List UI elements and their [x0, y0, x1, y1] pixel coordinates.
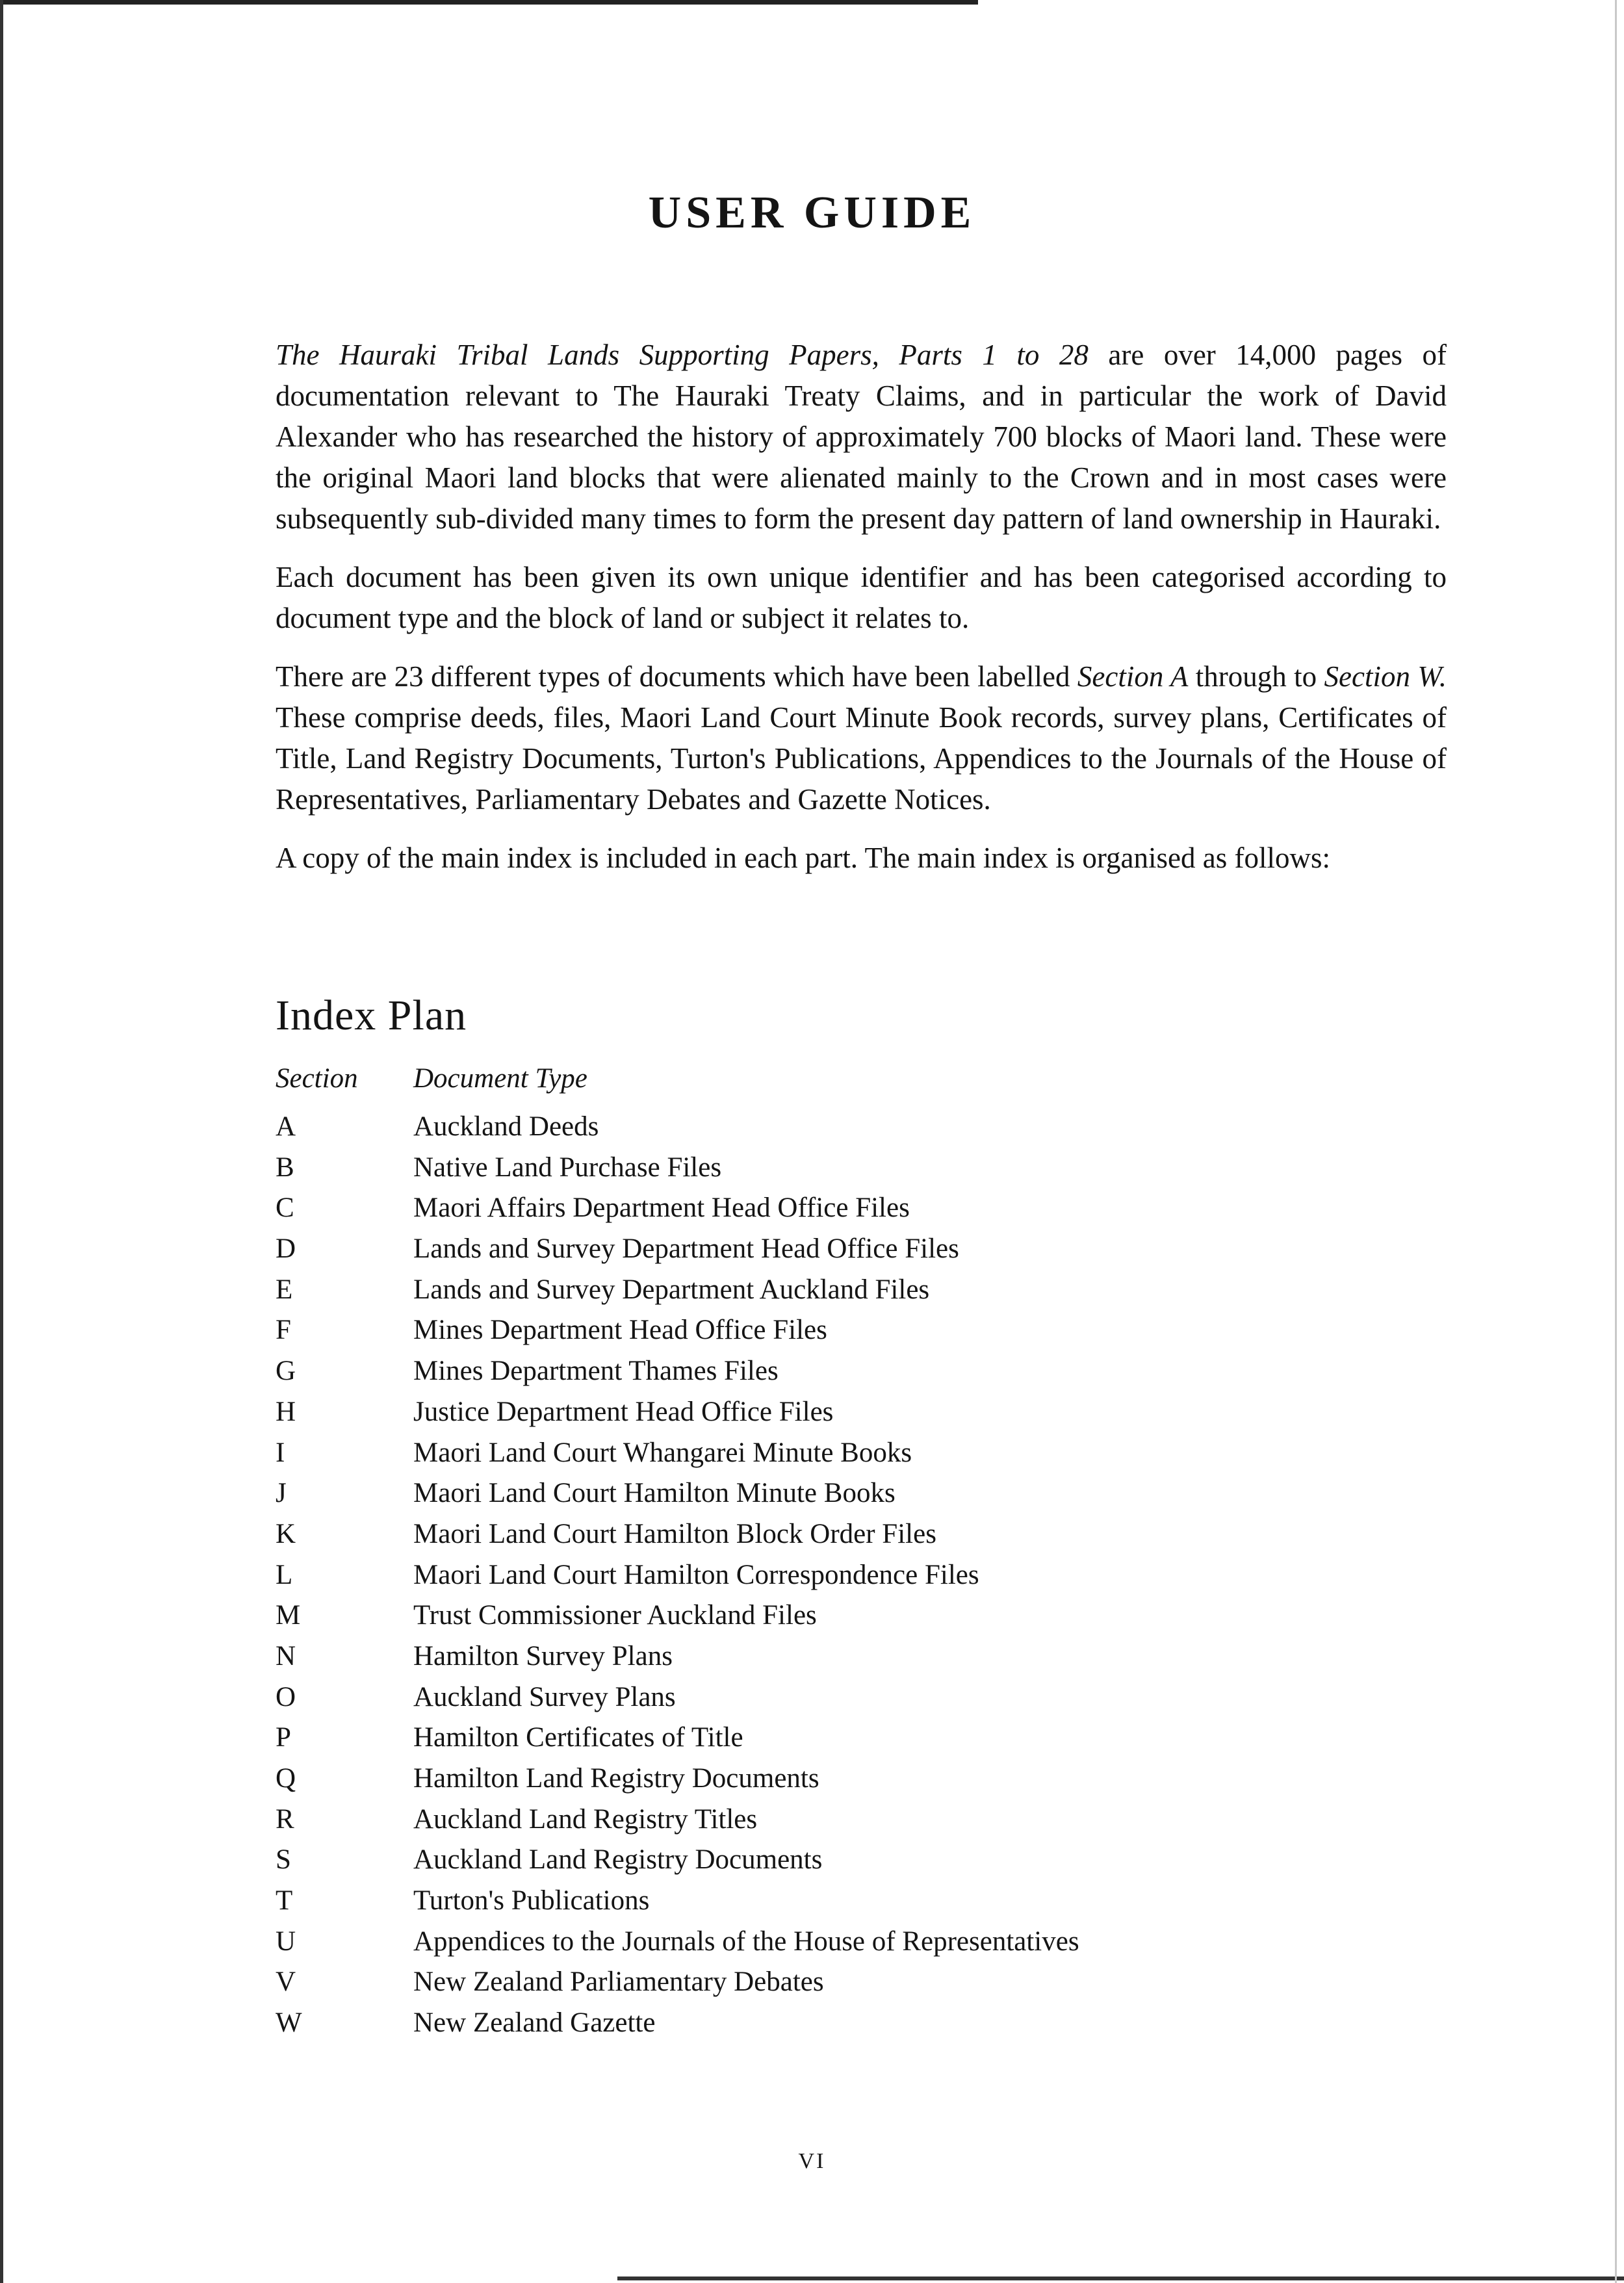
- document-type: Appendices to the Journals of the House of Representatives: [413, 1926, 1079, 1957]
- document-type: New Zealand Parliamentary Debates: [413, 1967, 824, 1998]
- section-letter: M: [276, 1600, 301, 1631]
- intro-section: [276, 335, 1447, 896]
- index-plan-heading: Index Plan: [276, 992, 467, 1039]
- document-type: Auckland Survey Plans: [413, 1681, 676, 1712]
- scan-edge-right: [1615, 0, 1617, 2283]
- table-row: [276, 1759, 1250, 1799]
- document-type: Hamilton Survey Plans: [413, 1640, 673, 1671]
- page-number: VI: [798, 2149, 826, 2173]
- document-type: Maori Land Court Whangarei Minute Books: [413, 1437, 912, 1468]
- paragraph-text: There are 23 different types of documents which have been labelled: [276, 660, 1077, 693]
- document-type: Auckland Deeds: [413, 1111, 599, 1142]
- document-type: Trust Commissioner Auckland Files: [413, 1600, 817, 1631]
- section-letter: H: [276, 1396, 296, 1427]
- section-letter: G: [276, 1356, 296, 1387]
- document-type: Maori Land Court Hamilton Minute Books: [413, 1478, 896, 1509]
- section-letter: R: [276, 1803, 294, 1835]
- publication-title: The Hauraki Tribal Lands Supporting Papers, Parts 1 to 28: [276, 339, 1089, 371]
- section-letter: V: [276, 1967, 296, 1998]
- document-type: Hamilton Certificates of Title: [413, 1722, 743, 1753]
- section-letter: J: [276, 1478, 287, 1509]
- section-letter: I: [276, 1437, 285, 1468]
- document-type: Hamilton Land Registry Documents: [413, 1763, 819, 1794]
- section-letter: D: [276, 1233, 296, 1265]
- table-row: [276, 1473, 1250, 1514]
- table-row: [276, 1677, 1250, 1718]
- document-type: Auckland Land Registry Documents: [413, 1844, 823, 1876]
- document-type: Auckland Land Registry Titles: [413, 1803, 758, 1835]
- document-type: Native Land Purchase Files: [413, 1152, 722, 1183]
- table-row: [276, 1922, 1250, 1963]
- section-letter: Q: [276, 1763, 296, 1794]
- document-type: Mines Department Thames Files: [413, 1356, 779, 1387]
- section-reference: Section W.: [1324, 660, 1447, 693]
- document-type: Lands and Survey Department Head Office Files: [413, 1233, 959, 1265]
- section-letter: F: [276, 1315, 291, 1346]
- document-type: Turton's Publications: [413, 1885, 650, 1916]
- document-type: Maori Land Court Hamilton Block Order Files: [413, 1518, 936, 1549]
- column-header-document-type: Document Type: [413, 1063, 587, 1094]
- intro-paragraph-2: [276, 557, 1447, 639]
- document-type: Maori Land Court Hamilton Correspondence Files: [413, 1559, 979, 1590]
- table-row: [276, 1107, 1250, 1148]
- scan-edge-top: [0, 0, 978, 5]
- document-type: New Zealand Gazette: [413, 2007, 656, 2039]
- intro-paragraph-1: [276, 335, 1447, 539]
- paragraph-text: A copy of the main index is included in each part. The main index is organised as follows:: [276, 842, 1330, 874]
- document-type: Lands and Survey Department Auckland Files: [413, 1274, 930, 1305]
- section-letter: C: [276, 1193, 294, 1224]
- table-row: [276, 1514, 1250, 1555]
- page-title: USER GUIDE: [648, 188, 976, 238]
- section-letter: W: [276, 2007, 302, 2039]
- section-letter: U: [276, 1926, 296, 1957]
- scan-edge-left: [0, 0, 3, 2283]
- section-letter: P: [276, 1722, 291, 1753]
- section-letter: T: [276, 1885, 293, 1916]
- table-row: [276, 1555, 1250, 1596]
- section-letter: L: [276, 1559, 293, 1590]
- paragraph-text: through to: [1188, 660, 1324, 693]
- intro-paragraph-4: [276, 838, 1447, 879]
- section-letter: B: [276, 1152, 294, 1183]
- table-row: [276, 1433, 1250, 1474]
- paragraph-text: Each document has been given its own unique identifier and has been categorised according to document type and the block of land or subject it relates to.: [276, 561, 1447, 634]
- table-row: [276, 1188, 1250, 1229]
- section-letter: K: [276, 1518, 296, 1549]
- table-row: [276, 1351, 1250, 1392]
- table-row: [276, 1962, 1250, 2003]
- table-row: [276, 1840, 1250, 1881]
- section-letter: E: [276, 1274, 293, 1305]
- table-row: [276, 1718, 1250, 1759]
- scan-edge-bottom: [617, 2277, 1624, 2280]
- table-row: [276, 2003, 1250, 2044]
- index-table: [276, 1107, 1250, 2044]
- document-type: Maori Affairs Department Head Office Files: [413, 1193, 910, 1224]
- table-row: [276, 1229, 1250, 1270]
- table-row: [276, 1595, 1250, 1636]
- section-reference: Section A: [1077, 660, 1189, 693]
- section-letter: S: [276, 1844, 291, 1876]
- section-letter: N: [276, 1640, 296, 1671]
- table-row: [276, 1392, 1250, 1433]
- section-letter: A: [276, 1111, 296, 1142]
- paragraph-text: These comprise deeds, files, Maori Land Court Minute Book records, survey plans, Certificates of Title, Land Registry Documents, Turton's Publications, Appendices to the Journals of the House of Representatives, Parliamentary Debates and Gazette Notices.: [276, 701, 1447, 816]
- paragraph-text: are over 14,000 pages of documentation relevant to The Hauraki Treaty Claims, and in particular the work of David Alexander who has researched the history of approximately 700 blocks of Maori land. These were the original Maori land blocks that were alienated mainly to the Crown and in most cases were subsequently sub-divided many times to form the present day pattern of land ownership in Hauraki.: [276, 339, 1447, 535]
- section-letter: O: [276, 1681, 296, 1712]
- column-header-section: Section: [276, 1063, 358, 1094]
- table-row: [276, 1881, 1250, 1922]
- table-row: [276, 1636, 1250, 1677]
- document-type: Mines Department Head Office Files: [413, 1315, 827, 1346]
- table-row: [276, 1799, 1250, 1840]
- intro-paragraph-3: [276, 656, 1447, 820]
- table-row: [276, 1310, 1250, 1351]
- table-row: [276, 1270, 1250, 1311]
- table-row: [276, 1148, 1250, 1189]
- document-type: Justice Department Head Office Files: [413, 1396, 834, 1427]
